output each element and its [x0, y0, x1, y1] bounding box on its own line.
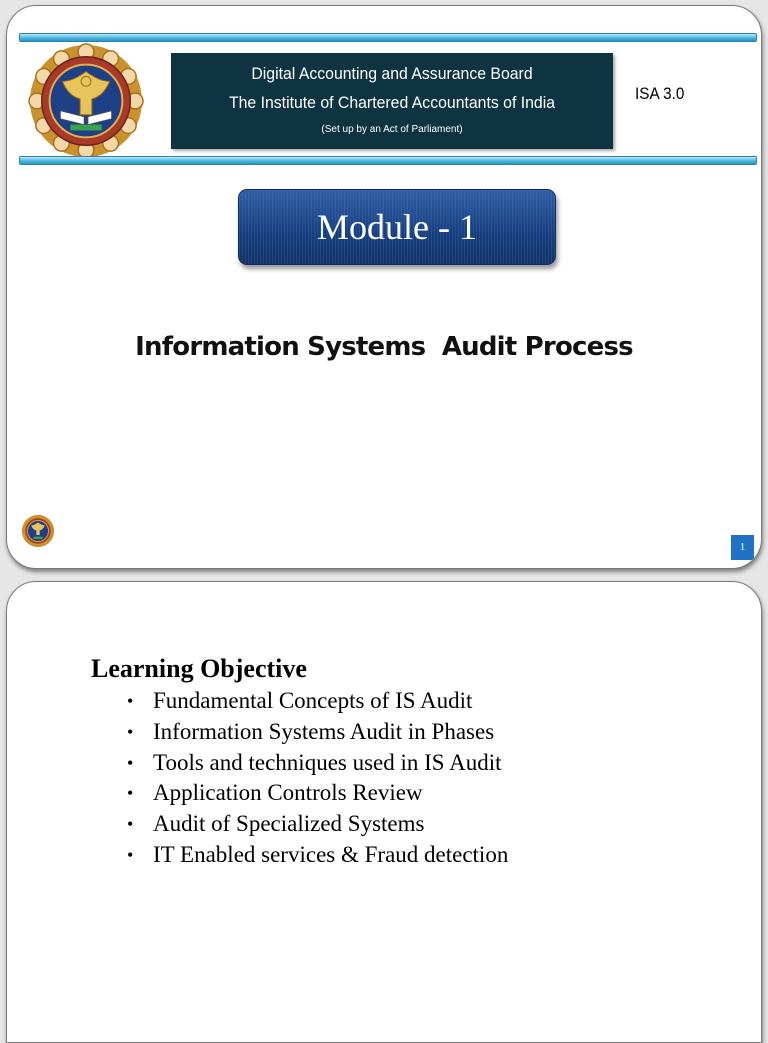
objectives-list — [127, 686, 508, 871]
bottom-accent-bar — [19, 156, 757, 165]
list-item: • IT Enabled services & Fraud detection — [127, 840, 508, 871]
bullet-icon: • — [127, 783, 134, 804]
slide-2 — [6, 581, 762, 1043]
top-accent-bar — [19, 33, 757, 42]
list-item: • Fundamental Concepts of IS Audit — [127, 686, 508, 717]
slide-subtitle: Information Systems Audit Process — [135, 332, 633, 362]
slide-1 — [6, 5, 762, 569]
list-item: • Application Controls Review — [127, 778, 508, 809]
banner-subtitle: (Set up by an Act of Parliament) — [321, 124, 463, 135]
list-item: • Information Systems Audit in Phases — [127, 717, 508, 748]
list-item: • Audit of Specialized Systems — [127, 809, 508, 840]
bullet-icon: • — [127, 844, 134, 865]
learning-objective-heading: Learning Objective — [91, 654, 307, 683]
bullet-icon: • — [127, 814, 134, 835]
module-title-button: Module - 1 — [238, 189, 556, 265]
isa-version-label: ISA 3.0 — [635, 84, 685, 103]
page-number-badge: 1 — [731, 535, 754, 560]
banner-title-line2: The Institute of Chartered Accountants of India — [228, 93, 556, 112]
icai-emblem-icon — [27, 42, 145, 160]
list-item: • Tools and techniques used in IS Audit — [127, 748, 508, 779]
bullet-icon: • — [127, 752, 134, 773]
header-banner — [171, 53, 613, 149]
icai-emblem-small-icon — [21, 514, 55, 548]
bullet-icon: • — [127, 691, 134, 711]
bullet-icon: • — [127, 721, 134, 742]
banner-title-line1: Digital Accounting and Assurance Board — [251, 64, 533, 83]
